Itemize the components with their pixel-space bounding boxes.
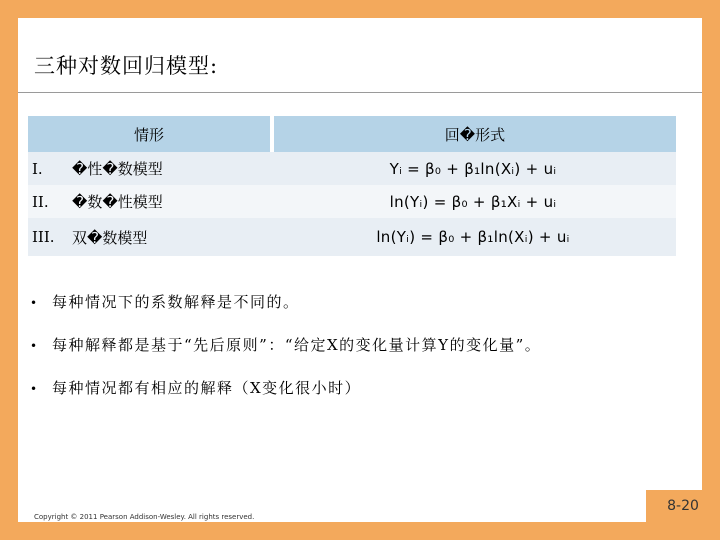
row-model-name: 双�数模型: [72, 228, 148, 247]
table-row: [28, 218, 676, 256]
row-model-name: �性�数模型: [72, 160, 163, 178]
frame-left-bar: [0, 0, 18, 540]
bullet-icon: •: [30, 382, 39, 396]
row-number: III.: [32, 228, 55, 246]
frame-right-bar: [702, 0, 720, 540]
header-case: 情形: [133, 125, 164, 144]
row-formula: Yᵢ = β₀ + β₁ln(Xᵢ) + uᵢ: [389, 159, 557, 178]
slide-title: 三种对数回归模型:: [34, 54, 219, 78]
table-header: [28, 116, 676, 152]
row-model-name: �数�性模型: [72, 193, 163, 211]
bullet-text: 每种情况都有相应的解释（X变化很小时）: [52, 379, 362, 397]
model-table: [28, 116, 676, 256]
row-formula: ln(Yᵢ) = β₀ + β₁Xᵢ + uᵢ: [389, 192, 557, 211]
bullet-icon: •: [30, 296, 39, 310]
table-row: [28, 185, 676, 218]
row-number: II.: [32, 192, 49, 211]
title-divider: [18, 92, 702, 93]
frame-top-bar: [0, 0, 720, 18]
copyright-notice: Copyright © 2011 Pearson Addison-Wesley. All rights reserved.: [34, 513, 255, 521]
table-row: [28, 152, 676, 185]
header-form: 回�形式: [444, 125, 506, 144]
row-formula: ln(Yᵢ) = β₀ + β₁ln(Xᵢ) + uᵢ: [376, 228, 570, 246]
bullet-icon: •: [30, 339, 39, 353]
bullet-item: [30, 378, 690, 399]
bullet-item: [30, 292, 690, 313]
page-number: 8-20: [646, 490, 720, 522]
bullet-text: 每种情况下的系数解释是不同的。: [52, 293, 300, 311]
frame-bottom-bar: [0, 522, 720, 540]
bullet-text: 每种解释都是基于“先后原则”：“给定X的变化量计算Y的变化量”。: [52, 336, 542, 354]
bullet-list: [30, 292, 690, 421]
row-number: I.: [32, 159, 43, 178]
bullet-item: [30, 335, 690, 356]
